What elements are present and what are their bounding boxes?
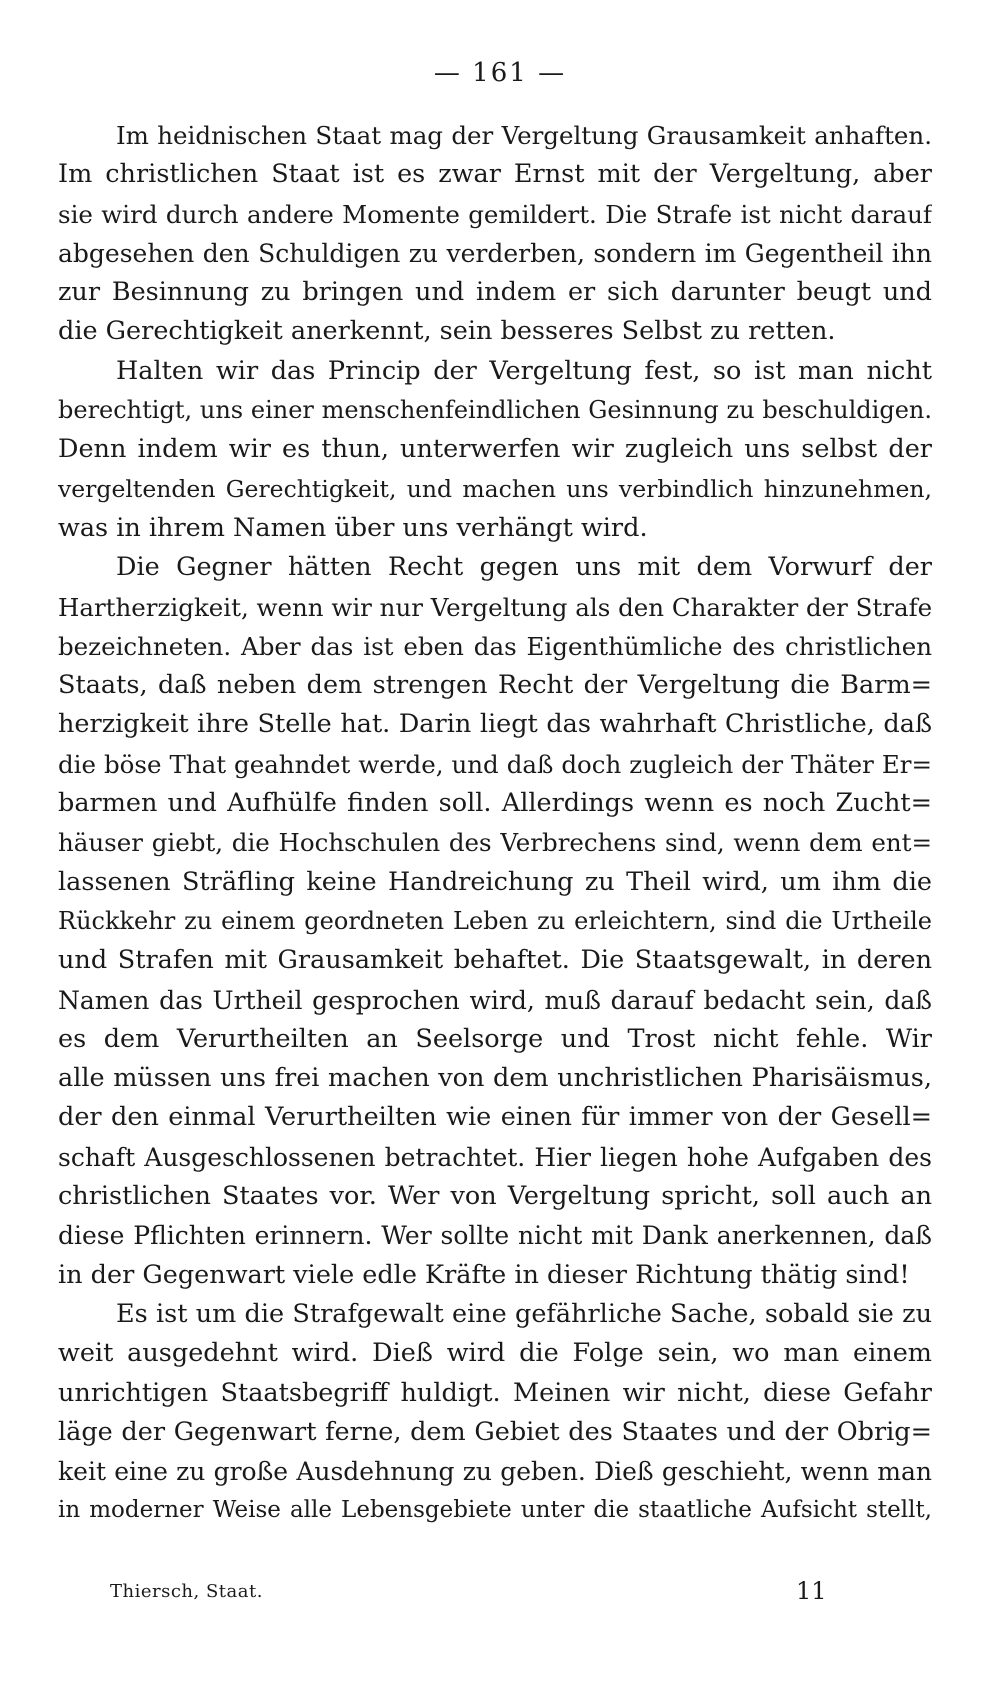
- text-line: bezeichneten. Aber das ist eben das Eigenthümliche des christlichen: [58, 631, 932, 661]
- text-line: christlichen Staates vor. Wer von Vergeltung spricht, soll auch an: [58, 1181, 932, 1212]
- text-line: Hartherzigkeit, wenn wir nur Vergeltung als den Charakter der Strafe: [58, 592, 932, 622]
- text-line: diese Pflichten erinnern. Wer sollte nicht mit Dank anerkennen, daß: [58, 1221, 932, 1251]
- page-footer: [0, 1577, 1000, 1613]
- text-line: barmen und Aufhülfe finden soll. Allerdings wenn es noch Zucht=: [58, 788, 932, 819]
- text-line: die Gerechtigkeit anerkennt, sein besseres Selbst zu retten.: [58, 316, 836, 347]
- text-line: in der Gegenwart viele edle Kräfte in dieser Richtung thätig sind!: [58, 1259, 910, 1290]
- text-line: weit ausgedehnt wird. Dieß wird die Folge sein, wo man einem: [58, 1338, 932, 1369]
- text-line: zur Besinnung zu bringen und indem er sich darunter beugt und: [58, 277, 932, 308]
- text-line: abgesehen den Schuldigen zu verderben, sondern im Gegentheil ihn: [58, 238, 932, 268]
- text-line: Namen das Urtheil gesprochen wird, muß darauf bedacht sein, daß: [58, 985, 932, 1015]
- body-text: [58, 116, 932, 1531]
- text-line: Im christlichen Staat ist es zwar Ernst mit der Vergeltung, aber: [58, 159, 932, 190]
- text-line: Die Gegner hätten Recht gegen uns mit dem Vorwurf der: [116, 552, 932, 583]
- text-line: alle müssen uns frei machen von dem unchristlichen Pharisäismus,: [58, 1063, 932, 1094]
- text-line: Denn indem wir es thun, unterwerfen wir zugleich uns selbst der: [58, 434, 932, 465]
- text-line: lassenen Sträfling keine Handreichung zu Theil wird, um ihm die: [58, 866, 932, 897]
- text-line: unrichtigen Staatsbegriff huldigt. Meinen wir nicht, diese Gefahr: [58, 1377, 932, 1408]
- text-line: der den einmal Verurtheilten wie einen für immer von der Gesell=: [58, 1102, 932, 1133]
- text-line: keit eine zu große Ausdehnung zu geben. Dieß geschieht, wenn man: [58, 1457, 932, 1487]
- text-line: berechtigt, uns einer menschenfeindlichen Gesinnung zu beschuldigen.: [58, 396, 932, 425]
- text-line: Es ist um die Strafgewalt eine gefährliche Sache, sobald sie zu: [116, 1298, 932, 1329]
- text-line: Rückkehr zu einem geordneten Leben zu erleichtern, sind die Urtheile: [58, 906, 932, 935]
- text-line: die böse That geahndet werde, und daß doch zugleich der Thäter Er=: [58, 749, 932, 779]
- text-line: läge der Gegenwart ferne, dem Gebiet des Staates und der Obrig=: [58, 1416, 932, 1447]
- text-line: was in ihrem Namen über uns verhängt wird.: [58, 512, 648, 543]
- text-line: Staats, daß neben dem strengen Recht der Vergeltung die Barm=: [58, 670, 932, 701]
- footer-sheet-number: 11: [796, 1577, 827, 1605]
- page-number-header: — 161 —: [433, 58, 567, 88]
- text-line: vergeltenden Gerechtigkeit, und machen uns verbindlich hinzunehmen,: [58, 474, 932, 503]
- text-line: herzigkeit ihre Stelle hat. Darin liegt das wahrhaft Christliche, daß: [58, 709, 932, 740]
- text-line: es dem Verurtheilten an Seelsorge und Trost nicht fehle. Wir: [58, 1023, 932, 1054]
- text-line: und Strafen mit Grausamkeit behaftet. Die Staatsgewalt, in deren: [58, 945, 932, 976]
- text-line: sie wird durch andere Momente gemildert. Die Strafe ist nicht darauf: [58, 199, 932, 229]
- footer-signature: Thiersch, Staat.: [110, 1581, 263, 1602]
- text-line: in moderner Weise alle Lebensgebiete unter die staatliche Aufsicht stellt,: [58, 1497, 932, 1524]
- text-line: Im heidnischen Staat mag der Vergeltung Grausamkeit anhaften.: [116, 121, 932, 150]
- text-line: häuser giebt, die Hochschulen des Verbrechens sind, wenn dem ent=: [58, 828, 932, 858]
- text-line: schaft Ausgeschlossenen betrachtet. Hier liegen hohe Aufgaben des: [58, 1142, 932, 1172]
- text-line: Halten wir das Princip der Vergeltung fest, so ist man nicht: [116, 355, 932, 386]
